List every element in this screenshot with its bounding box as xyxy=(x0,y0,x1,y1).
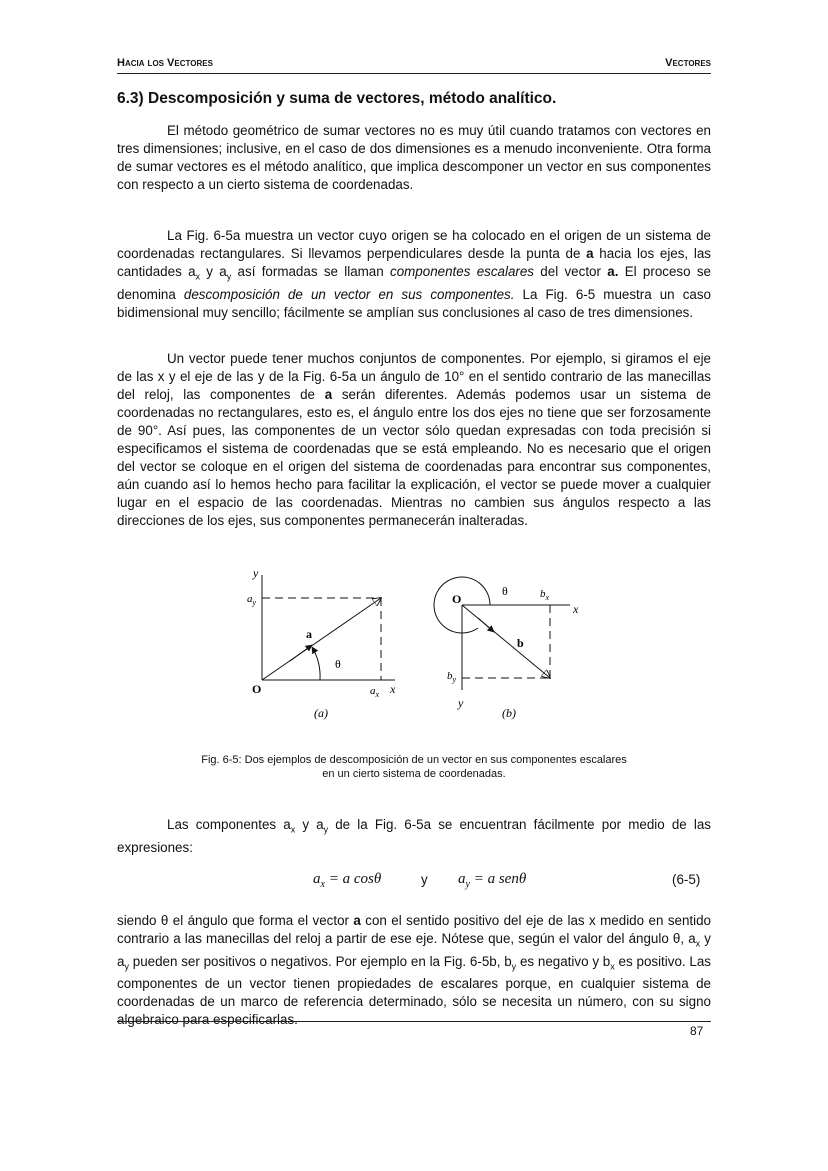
fig-b-bx-label: $b_x$ xyxy=(540,588,550,602)
p5-bold-a: a xyxy=(353,913,361,928)
p2-text-c: hacia los ejes, las cantidades a xyxy=(117,246,711,279)
p2-text-k: El proceso se denomina xyxy=(117,264,711,302)
p2-sub-y: y xyxy=(226,271,232,282)
p5-text-e: y a xyxy=(117,931,711,969)
page-number: 87 xyxy=(690,1024,704,1038)
equation-ay: $a_y = a$ senθ xyxy=(458,871,527,890)
vector-b-mid-arrow xyxy=(478,618,494,632)
figure-b xyxy=(434,577,579,720)
p3-bold-a: a xyxy=(324,387,333,402)
equation-conjunction: y xyxy=(421,872,428,887)
p5-text-a: siendo θ el ángulo que forma el vector xyxy=(117,913,354,928)
paragraph-1-text: El método geométrico de sumar vectores no es muy útil cuando tratamos con vectores en tres dimensiones; inclusive, en el caso de dos dimensiones es a menudo inconveniente. Otra forma de sumar vectores es el método analítico, que implica descomponer un vector en sus componentes con respecto a un cierto sistema de coordenadas. xyxy=(117,123,711,192)
figure-caption xyxy=(117,753,711,781)
header-left: Hacia los Vectores xyxy=(117,57,213,69)
p4-text-c: y a xyxy=(295,817,324,832)
paragraph-4 xyxy=(117,816,711,857)
figure-a xyxy=(247,566,396,720)
p5-sub-y: y xyxy=(124,961,129,972)
p5-text-g: pueden ser positivos o negativos. Por ejemplo en la Fig. 6-5b, b xyxy=(128,953,512,969)
running-header xyxy=(117,55,711,74)
p2-text-m: La Fig. 6-5 muestra un caso bidimensional muy sencillo; fácilmente se amplían sus conclusiones al caso de tres dimensiones. xyxy=(117,286,711,320)
p5-sub-x2: x xyxy=(610,961,615,972)
paragraph-3 xyxy=(117,350,711,530)
p2-bold-a: a xyxy=(586,246,594,261)
p2-italic-components: componentes escalares xyxy=(390,264,535,279)
p2-sub-x: x xyxy=(195,271,201,282)
footer-rule xyxy=(117,1021,711,1022)
p5-text-k: es positivo. Las componentes de un vector tienen propiedades de escalares porque, en cualquier sistema de coordenadas de un marco de referencia determinado, sólo se necesita un número, con su signo algebraico para especificarlas. xyxy=(117,953,711,1028)
p4-text-e: de la Fig. 6-5a se encuentran fácilmente por medio de las expresiones: xyxy=(117,817,711,855)
fig-a-origin-label: O xyxy=(252,682,262,696)
p2-text-e: y a xyxy=(200,264,227,279)
fig-a-y-label: y xyxy=(253,566,259,580)
figure-6-5 xyxy=(240,565,600,725)
fig-b-theta-label: θ xyxy=(502,584,508,598)
p4-text-a: Las componentes a xyxy=(167,817,291,832)
p2-text-a: La Fig. 6-5a muestra un vector cuyo origen se ha colocado en el origen de un sistema de coordenadas rectangulares. Si llevamos perpendiculares desde la punta de xyxy=(117,228,711,261)
p3-text-a: Un vector puede tener muchos conjuntos de componentes. Por ejemplo, si giramos el eje de las x y el eje de las y de la Fig. 6-5a un ángulo de 10° en el sentido contrario de las manecillas del reloj, las componentes de xyxy=(117,351,711,402)
fig-b-vector-label: b xyxy=(517,636,524,650)
fig-a-theta-label: θ xyxy=(335,657,341,671)
fig-b-x-label: x xyxy=(573,602,579,616)
caption-line-2: en un cierto sistema de coordenadas. xyxy=(322,768,506,780)
section-title: 6.3) Descomposición y suma de vectores, método analítico. xyxy=(117,90,557,107)
paragraph-5 xyxy=(117,912,711,1029)
vector-b xyxy=(462,605,550,678)
vector-a-mid-arrow xyxy=(290,645,312,661)
caption-line-1: Fig. 6-5: Dos ejemplos de descomposición de un vector en sus componentes escalares xyxy=(201,754,627,766)
equation-ax: $a_x = a$ cosθ xyxy=(313,871,382,890)
paragraph-2 xyxy=(117,227,711,322)
fig-b-by-label: $b_y$ xyxy=(447,670,457,684)
p5-sub-y2: y xyxy=(511,961,517,972)
fig-a-ay-label: $a_y$ xyxy=(247,593,257,607)
p2-italic-decomp: descomposición de un vector en sus componentes. xyxy=(183,286,515,302)
p5-sub-x: x xyxy=(695,938,701,949)
fig-b-caption: (b) xyxy=(502,706,516,720)
fig-a-caption: (a) xyxy=(314,706,328,720)
header-right: Vectores xyxy=(665,57,711,69)
p5-text-c: con el sentido positivo del eje de las x medido en sentido contrario a las manecillas del reloj a partir de ese eje. Nótese que, según el valor del ángulo θ, a xyxy=(117,913,711,946)
p4-sub-y: y xyxy=(323,824,329,835)
paragraph-1 xyxy=(117,122,711,194)
p4-sub-x: x xyxy=(290,824,296,835)
fig-a-vector-label: a xyxy=(306,627,312,641)
equation-number: (6-5) xyxy=(672,872,701,887)
fig-b-origin-label: O xyxy=(452,592,462,606)
p3-text-c: serán diferentes. Además podemos usar un sistema de coordenadas no rectangulares, esto es, el ángulo entre los dos ejes no tiene que ser forzosamente de 90°. Así pues, las componentes de un vector sólo quedan expresadas con toda precisión si especificamos el sistema de coordenadas que se está empleando. No es necesario que el origen del vector se coloque en el origen del sistema de coordenadas para encontrar sus componentes, aún cuando así lo hemos hecho para facilitar la explicación, el vector se puede mover a cualquier lugar en el espacio de las coordenadas. Mientras no cambien sus ángulos respecto a las direcciones de los ejes, sus componentes permanecerán inalteradas. xyxy=(117,387,712,528)
fig-a-ax-label: $a_x$ xyxy=(370,685,380,699)
p5-text-i: es negativo y b xyxy=(516,953,611,969)
fig-a-x-label: x xyxy=(390,682,396,696)
fig-b-y-label: y xyxy=(458,696,464,710)
p2-text-i: del vector xyxy=(534,264,608,279)
p2-bold-a2: a. xyxy=(607,264,619,279)
theta-arc-a xyxy=(312,647,320,680)
p2-text-g: así formadas se llaman xyxy=(231,264,390,279)
vector-a xyxy=(262,598,381,680)
